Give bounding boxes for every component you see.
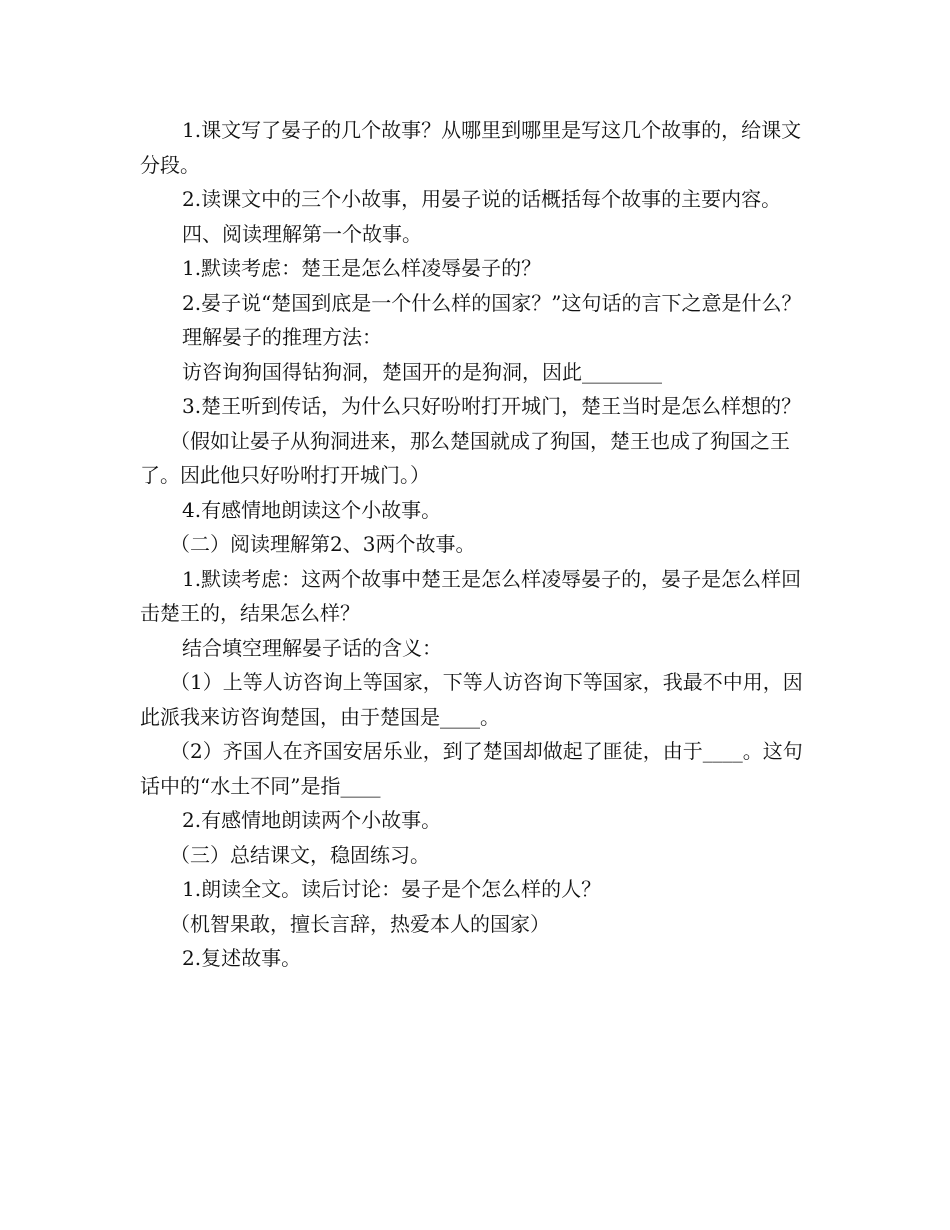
paragraph-question-1: 1.课文写了晏子的几个故事？从哪里到哪里是写这几个故事的，给课文分段。: [140, 118, 802, 177]
paragraph-answer-3: （假如让晏子从狗洞进来，那么楚国就成了狗国，楚王也成了狗国之王了。因此他只好吩咐打开城门。）: [140, 428, 790, 487]
paragraph-discussion: 1.朗读全文。读后讨论：晏子是个怎么样的人？: [182, 877, 602, 901]
paragraph-implied-meaning: 2.晏子说“楚国到底是一个什么样的国家？”这句话的言下之意是什么？: [182, 290, 802, 315]
paragraph-silent-reading-1: 1.默读考虑：楚王是怎么样凌辱晏子的？: [182, 256, 542, 280]
paragraph-discussion-answer: （机智果敢，擅长言辞，热爱本人的国家）: [170, 911, 550, 936]
section-heading-4: 四、阅读理解第一个故事。: [182, 221, 422, 246]
paragraph-read-aloud-1: 4.有感情地朗读这个小故事。: [182, 497, 442, 522]
paragraph-read-aloud-2: 2.有感情地朗读两个小故事。: [182, 808, 442, 832]
section-heading-2: （二）阅读理解第2、3两个故事。: [170, 532, 476, 556]
paragraph-retell: 2.复述故事。: [182, 946, 302, 970]
paragraph-fill-blank-2: （2）齐国人在齐国安居乐业，到了楚国却做起了匪徒，由于____。这句话中的“水土不同”是指____: [140, 739, 803, 798]
document-body: [140, 113, 820, 976]
paragraph-reasoning-method: 理解晏子的推理方法：: [182, 325, 382, 349]
paragraph-question-2: 2.读课文中的三个小故事，用晏子说的话概括每个故事的主要内容。: [182, 187, 782, 211]
paragraph-fill-blank-intro: 结合填空理解晏子话的含义：: [182, 635, 442, 660]
paragraph-question-3: 3.楚王听到传话，为什么只好吩咐打开城门，楚王当时是怎么样想的？: [182, 394, 802, 418]
section-heading-3: （三）总结课文，稳固练习。: [170, 842, 430, 867]
paragraph-fill-blank-1: （1）上等人访咨询上等国家，下等人访咨询下等国家，我最不中用，因此派我来访咨询楚国，由于楚国是____。: [140, 670, 803, 729]
paragraph-reasoning-blank: 访咨询狗国得钻狗洞，楚国开的是狗洞，因此________: [182, 359, 662, 384]
paragraph-silent-reading-2: 1.默读考虑：这两个故事中楚王是怎么样凌辱晏子的，晏子是怎么样回击楚王的，结果怎么样？: [140, 566, 802, 625]
